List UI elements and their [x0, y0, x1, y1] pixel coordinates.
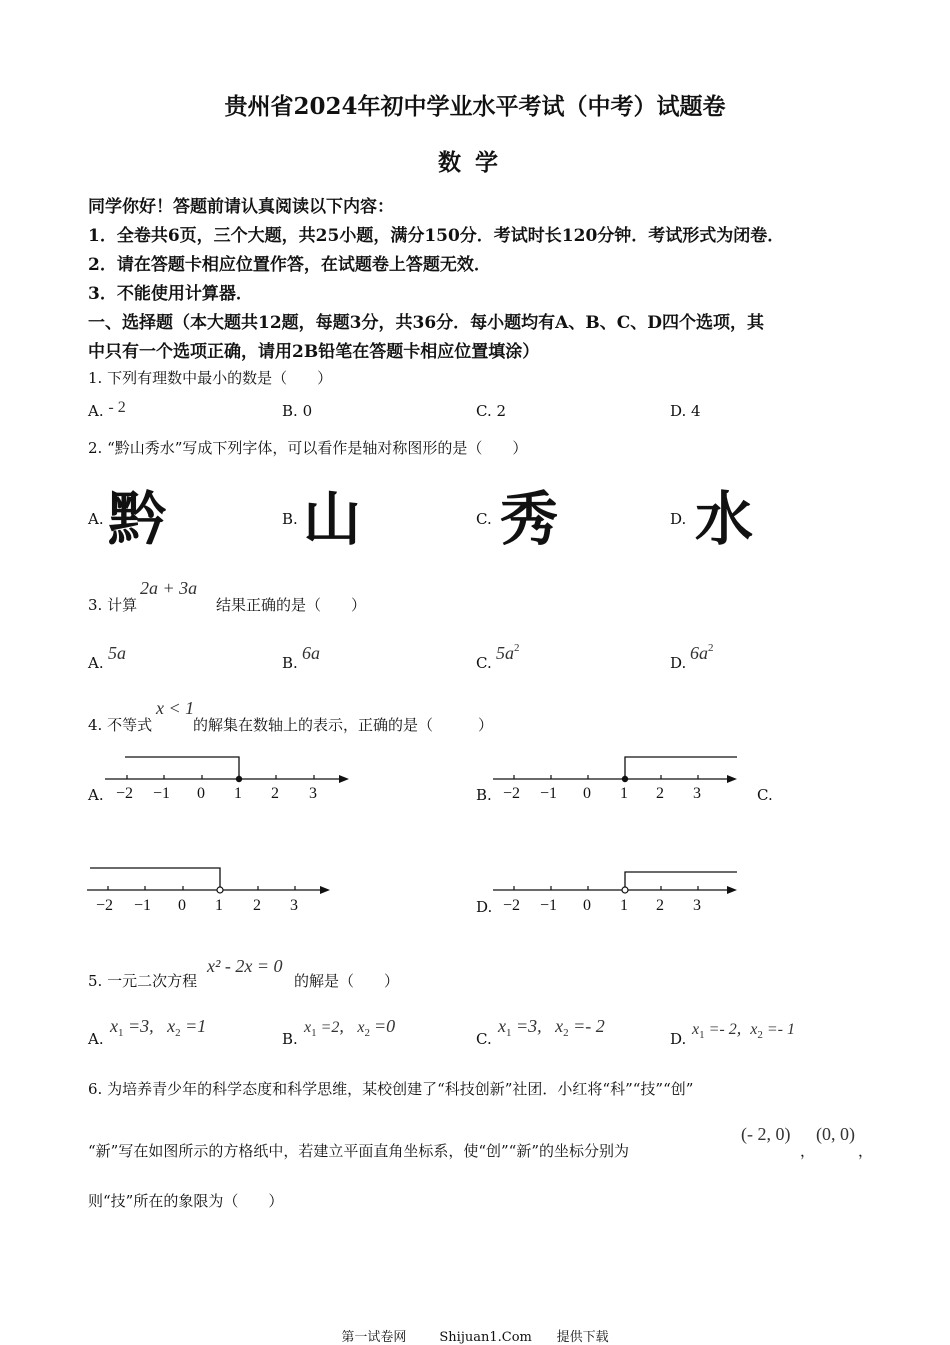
footer-site-name: 第一试卷网	[341, 1330, 407, 1345]
q6-separator: ，	[858, 1142, 874, 1160]
axis-arrow	[727, 886, 737, 894]
q1-option-a-label: A.	[88, 402, 104, 420]
q3-option-a-value: 5a	[108, 643, 126, 663]
q2-option-b-label[interactable]: B.	[282, 510, 298, 528]
tick-label: 1	[620, 785, 628, 802]
q1-option-b[interactable]	[282, 402, 312, 420]
tick-label: 3	[309, 785, 317, 802]
q5-option-d-value: $x_1 =- 2$, $x_2 =- 1$	[692, 1018, 795, 1041]
question-5-stem-suffix: 的解是（ ）	[294, 972, 400, 990]
question-1-stem: 1. 下列有理数中最小的数是（ ）	[88, 369, 333, 387]
q3-option-a-label[interactable]: A.	[88, 654, 104, 672]
q2-option-a-glyph: 黔	[108, 485, 167, 553]
q5-expression: x² - 2x = 0	[207, 956, 283, 976]
question-3-stem-prefix: 3. 计算	[88, 596, 138, 614]
tick-label: 1	[215, 897, 223, 914]
q5-option-c-value: $x_1 =3$, $x_2 =- 2$	[498, 1016, 605, 1039]
q4-option-d-label[interactable]: D.	[476, 898, 493, 916]
q4-option-c-number-line	[82, 860, 342, 922]
q5-option-b-label[interactable]: B.	[282, 1030, 298, 1048]
question-3-stem-suffix: 结果正确的是（ ）	[216, 596, 367, 614]
q2-option-d-glyph: 水	[695, 485, 754, 553]
q4-option-b-number-line	[488, 748, 748, 810]
q6-coordinate-chuang: (- 2, 0)	[741, 1124, 791, 1144]
instruction-item-1: 1．全卷共6页，三个大题，共25小题，满分150分．考试时长120分钟．考试形式为闭卷．	[88, 226, 785, 246]
q3-option-b-value: 6a	[302, 643, 320, 663]
q5-option-b-value: $x_1 =2$, $x_2 =0$	[304, 1016, 396, 1039]
solid-endpoint	[236, 776, 242, 782]
q1-option-a[interactable]	[88, 399, 126, 421]
q2-option-b-glyph: 山	[303, 485, 362, 553]
q4-option-c-label[interactable]: C.	[757, 786, 773, 804]
solid-endpoint	[622, 776, 628, 782]
q5-option-a-label[interactable]: A.	[88, 1030, 104, 1048]
instruction-item-3: 3．不能使用计算器．	[88, 284, 253, 304]
tick-label: −1	[134, 897, 152, 914]
q1-option-d-label: D.	[670, 402, 687, 420]
q4-option-a-label[interactable]: A.	[88, 786, 104, 804]
q4-option-d-number-line	[488, 860, 748, 922]
instructions-greeting: 同学你好！答题前请认真阅读以下内容：	[88, 197, 394, 217]
solution-ray	[90, 868, 220, 887]
tick-label: 0	[583, 897, 591, 914]
tick-label: −1	[540, 785, 558, 802]
tick-label: −1	[540, 897, 558, 914]
question-6-line-1: 6. 为培养青少年的科学态度和科学思维，某校创建了“科技创新”社团．小红将“科”“技”“创”	[88, 1080, 694, 1098]
q1-option-b-label: B.	[282, 402, 298, 420]
tick-label: −1	[153, 785, 171, 802]
q3-option-d-value: $6a^2$	[690, 642, 714, 663]
tick-label: 1	[234, 785, 242, 802]
q3-expression: 2a + 3a	[140, 578, 198, 598]
tick-label: 2	[271, 785, 279, 802]
q1-option-c-label: C.	[476, 402, 492, 420]
q1-option-d-value: 4	[691, 402, 701, 420]
question-6-line-3: 则“技”所在的象限为（ ）	[88, 1192, 284, 1210]
footer-domain-link[interactable]: Shijuan1.Com	[439, 1330, 532, 1345]
tick-label: 3	[290, 897, 298, 914]
page-footer	[0, 1326, 950, 1345]
q1-option-a-value: - 2	[108, 399, 126, 416]
q2-option-d-label[interactable]: D.	[670, 510, 687, 528]
q4-expression: x < 1	[156, 698, 195, 718]
tick-label: −2	[503, 897, 521, 914]
tick-label: 3	[693, 897, 701, 914]
question-4-stem-suffix: 的解集在数轴上的表示，正确的是（ ）	[193, 716, 494, 734]
tick-label: 0	[178, 897, 186, 914]
q5-option-c-label[interactable]: C.	[476, 1030, 492, 1048]
q6-separator: ，	[800, 1142, 816, 1160]
q1-option-b-value: 0	[302, 402, 313, 420]
axis-arrow	[320, 886, 330, 894]
q5-option-d-label[interactable]: D.	[670, 1030, 687, 1048]
tick-label: 2	[656, 897, 664, 914]
q6-coordinate-xin: (0, 0)	[816, 1124, 855, 1144]
hollow-endpoint	[217, 887, 223, 893]
q3-option-c-value: $5a^2$	[496, 642, 520, 663]
section-heading-line-1: 一、选择题（本大题共12题，每题3分，共36分．每小题均有A、B、C、D四个选项，其	[88, 313, 764, 333]
tick-label: −2	[116, 785, 134, 802]
tick-label: −2	[503, 785, 521, 802]
tick-label: 3	[693, 785, 701, 802]
q3-option-b-label[interactable]: B.	[282, 654, 298, 672]
q5-option-a-value: $x_1 =3$, $x_2 =1$	[110, 1016, 207, 1039]
q1-option-c-value: 2	[496, 402, 507, 420]
tick-label: −2	[96, 897, 114, 914]
tick-label: 1	[620, 897, 628, 914]
question-2-stem: 2. “黔山秀水”写成下列字体，可以看作是轴对称图形的是（ ）	[88, 439, 528, 457]
question-6-line-2: “新”写在如图所示的方格纸中，若建立平面直角坐标系，使“创”“新”的坐标分别为	[88, 1142, 630, 1160]
q2-option-c-glyph: 秀	[500, 485, 559, 553]
axis-arrow	[339, 775, 349, 783]
tick-label: 2	[253, 897, 261, 914]
q1-option-d[interactable]	[670, 402, 701, 420]
question-5-stem-prefix: 5. 一元二次方程	[88, 972, 198, 990]
tick-label: 2	[656, 785, 664, 802]
q2-option-a-label[interactable]: A.	[88, 510, 104, 528]
exam-title: 贵州省2024年初中学业水平考试（中考）试题卷	[224, 93, 726, 120]
question-4-stem-prefix: 4. 不等式	[88, 716, 153, 734]
hollow-endpoint	[622, 887, 628, 893]
q4-option-a-number-line	[100, 748, 360, 810]
section-heading-line-2: 中只有一个选项正确，请用2B铅笔在答题卡相应位置填涂）	[88, 342, 540, 362]
q3-option-d-label[interactable]: D.	[670, 654, 687, 672]
q3-option-c-label[interactable]: C.	[476, 654, 492, 672]
footer-download-text: 提供下载	[556, 1330, 609, 1345]
tick-label: 0	[197, 785, 205, 802]
instruction-item-2: 2．请在答题卡相应位置作答，在试题卷上答题无效．	[88, 255, 491, 275]
tick-label: 0	[583, 785, 591, 802]
solution-ray	[125, 757, 239, 779]
exam-subject: 数学	[438, 149, 512, 176]
q2-option-c-label[interactable]: C.	[476, 510, 492, 528]
axis-arrow	[727, 775, 737, 783]
solution-ray	[625, 757, 737, 779]
q4-option-b-label[interactable]: B.	[476, 786, 492, 804]
q1-option-c[interactable]	[476, 402, 506, 420]
solution-ray	[625, 872, 737, 887]
